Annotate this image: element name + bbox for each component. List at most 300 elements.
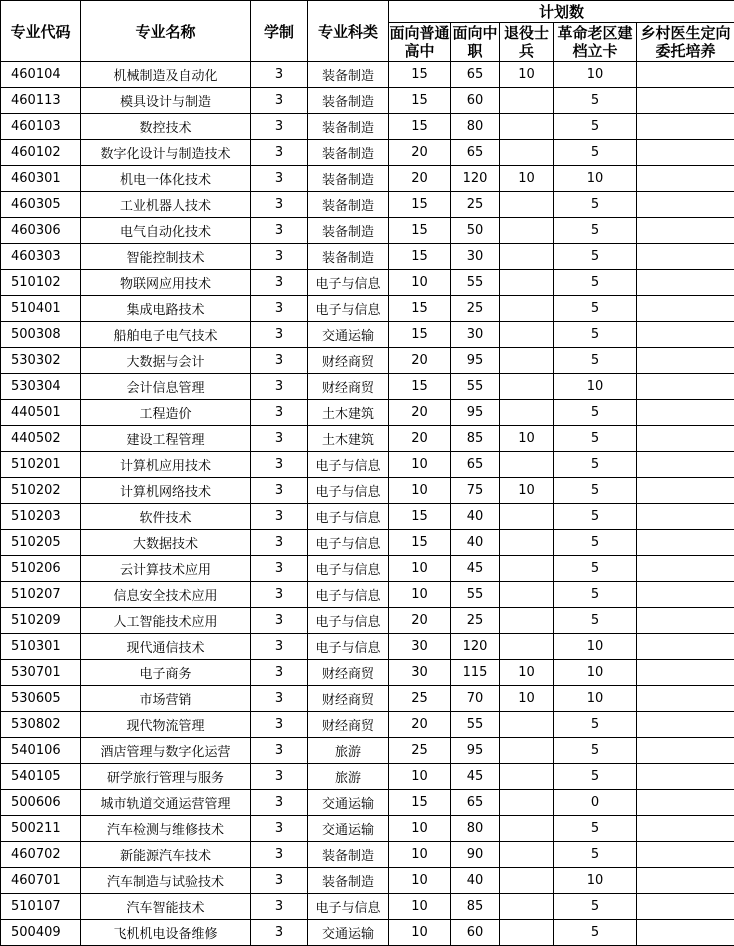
cell-veterans: 10 bbox=[500, 686, 554, 712]
cell-vocational: 60 bbox=[451, 88, 500, 114]
cell-category: 交通运输 bbox=[308, 816, 389, 842]
table-row bbox=[1, 894, 734, 920]
header-general-hs: 面向普通高中 bbox=[389, 23, 451, 62]
cell-vocational: 30 bbox=[451, 244, 500, 270]
cell-veterans bbox=[500, 634, 554, 660]
cell-general-hs: 15 bbox=[389, 62, 451, 88]
cell-veterans bbox=[500, 270, 554, 296]
cell-revolutionary-area: 5 bbox=[554, 712, 637, 738]
cell-rural-doctor bbox=[637, 894, 734, 920]
cell-code: 460702 bbox=[1, 842, 81, 868]
cell-duration: 3 bbox=[251, 556, 308, 582]
cell-rural-doctor bbox=[637, 114, 734, 140]
cell-name: 大数据与会计 bbox=[81, 348, 251, 374]
cell-veterans bbox=[500, 322, 554, 348]
cell-rural-doctor bbox=[637, 790, 734, 816]
header-revolutionary-area: 革命老区建档立卡 bbox=[554, 23, 637, 62]
cell-duration: 3 bbox=[251, 218, 308, 244]
table-row bbox=[1, 608, 734, 634]
table-row bbox=[1, 556, 734, 582]
cell-rural-doctor bbox=[637, 426, 734, 452]
cell-revolutionary-area: 5 bbox=[554, 608, 637, 634]
cell-vocational: 70 bbox=[451, 686, 500, 712]
cell-name: 研学旅行管理与服务 bbox=[81, 764, 251, 790]
cell-revolutionary-area: 5 bbox=[554, 764, 637, 790]
cell-name: 云计算技术应用 bbox=[81, 556, 251, 582]
table-row bbox=[1, 686, 734, 712]
cell-general-hs: 15 bbox=[389, 114, 451, 140]
cell-revolutionary-area: 5 bbox=[554, 478, 637, 504]
table-row bbox=[1, 400, 734, 426]
cell-revolutionary-area: 5 bbox=[554, 348, 637, 374]
table-row bbox=[1, 322, 734, 348]
cell-duration: 3 bbox=[251, 296, 308, 322]
cell-name: 汽车检测与维修技术 bbox=[81, 816, 251, 842]
cell-veterans bbox=[500, 712, 554, 738]
cell-general-hs: 15 bbox=[389, 374, 451, 400]
cell-general-hs: 15 bbox=[389, 218, 451, 244]
cell-category: 电子与信息 bbox=[308, 582, 389, 608]
cell-code: 500211 bbox=[1, 816, 81, 842]
cell-veterans bbox=[500, 920, 554, 946]
cell-code: 460303 bbox=[1, 244, 81, 270]
cell-vocational: 120 bbox=[451, 166, 500, 192]
cell-vocational: 55 bbox=[451, 712, 500, 738]
cell-revolutionary-area: 10 bbox=[554, 686, 637, 712]
cell-veterans bbox=[500, 556, 554, 582]
cell-revolutionary-area: 5 bbox=[554, 920, 637, 946]
cell-duration: 3 bbox=[251, 660, 308, 686]
cell-vocational: 45 bbox=[451, 764, 500, 790]
cell-revolutionary-area: 5 bbox=[554, 738, 637, 764]
cell-category: 交通运输 bbox=[308, 790, 389, 816]
cell-general-hs: 15 bbox=[389, 322, 451, 348]
cell-code: 500606 bbox=[1, 790, 81, 816]
cell-veterans bbox=[500, 582, 554, 608]
cell-name: 机械制造及自动化 bbox=[81, 62, 251, 88]
cell-rural-doctor bbox=[637, 738, 734, 764]
cell-general-hs: 10 bbox=[389, 452, 451, 478]
cell-revolutionary-area: 10 bbox=[554, 62, 637, 88]
table-row bbox=[1, 114, 734, 140]
cell-vocational: 55 bbox=[451, 582, 500, 608]
table-row bbox=[1, 88, 734, 114]
cell-general-hs: 10 bbox=[389, 920, 451, 946]
cell-general-hs: 20 bbox=[389, 140, 451, 166]
cell-name: 汽车智能技术 bbox=[81, 894, 251, 920]
cell-category: 电子与信息 bbox=[308, 634, 389, 660]
cell-vocational: 40 bbox=[451, 868, 500, 894]
cell-general-hs: 15 bbox=[389, 296, 451, 322]
cell-code: 460102 bbox=[1, 140, 81, 166]
cell-code: 460306 bbox=[1, 218, 81, 244]
cell-rural-doctor bbox=[637, 192, 734, 218]
cell-code: 530701 bbox=[1, 660, 81, 686]
cell-category: 装备制造 bbox=[308, 244, 389, 270]
cell-rural-doctor bbox=[637, 322, 734, 348]
cell-name: 酒店管理与数字化运营 bbox=[81, 738, 251, 764]
table-row bbox=[1, 816, 734, 842]
cell-code: 510202 bbox=[1, 478, 81, 504]
table-row bbox=[1, 296, 734, 322]
cell-general-hs: 15 bbox=[389, 192, 451, 218]
cell-category: 电子与信息 bbox=[308, 894, 389, 920]
cell-code: 510107 bbox=[1, 894, 81, 920]
cell-vocational: 30 bbox=[451, 322, 500, 348]
cell-veterans bbox=[500, 218, 554, 244]
cell-code: 510205 bbox=[1, 530, 81, 556]
cell-revolutionary-area: 5 bbox=[554, 504, 637, 530]
cell-duration: 3 bbox=[251, 894, 308, 920]
cell-code: 460301 bbox=[1, 166, 81, 192]
cell-general-hs: 20 bbox=[389, 400, 451, 426]
cell-veterans bbox=[500, 842, 554, 868]
cell-name: 数控技术 bbox=[81, 114, 251, 140]
cell-code: 530304 bbox=[1, 374, 81, 400]
cell-duration: 3 bbox=[251, 920, 308, 946]
cell-rural-doctor bbox=[637, 218, 734, 244]
cell-vocational: 90 bbox=[451, 842, 500, 868]
cell-code: 540106 bbox=[1, 738, 81, 764]
cell-veterans bbox=[500, 816, 554, 842]
cell-revolutionary-area: 5 bbox=[554, 452, 637, 478]
header-duration: 学制 bbox=[251, 1, 308, 62]
header-name: 专业名称 bbox=[81, 1, 251, 62]
cell-rural-doctor bbox=[637, 400, 734, 426]
cell-vocational: 55 bbox=[451, 270, 500, 296]
cell-rural-doctor bbox=[637, 660, 734, 686]
cell-rural-doctor bbox=[637, 296, 734, 322]
table-row bbox=[1, 192, 734, 218]
cell-revolutionary-area: 5 bbox=[554, 426, 637, 452]
cell-category: 装备制造 bbox=[308, 62, 389, 88]
cell-vocational: 115 bbox=[451, 660, 500, 686]
cell-rural-doctor bbox=[637, 686, 734, 712]
cell-duration: 3 bbox=[251, 62, 308, 88]
cell-duration: 3 bbox=[251, 764, 308, 790]
cell-vocational: 40 bbox=[451, 504, 500, 530]
cell-duration: 3 bbox=[251, 426, 308, 452]
table-row bbox=[1, 920, 734, 946]
cell-category: 装备制造 bbox=[308, 218, 389, 244]
cell-general-hs: 30 bbox=[389, 634, 451, 660]
cell-revolutionary-area: 5 bbox=[554, 218, 637, 244]
cell-code: 510203 bbox=[1, 504, 81, 530]
cell-name: 大数据技术 bbox=[81, 530, 251, 556]
cell-duration: 3 bbox=[251, 738, 308, 764]
cell-duration: 3 bbox=[251, 816, 308, 842]
cell-revolutionary-area: 10 bbox=[554, 166, 637, 192]
cell-rural-doctor bbox=[637, 504, 734, 530]
cell-name: 计算机应用技术 bbox=[81, 452, 251, 478]
cell-rural-doctor bbox=[637, 556, 734, 582]
cell-veterans: 10 bbox=[500, 166, 554, 192]
cell-rural-doctor bbox=[637, 88, 734, 114]
cell-general-hs: 10 bbox=[389, 764, 451, 790]
cell-rural-doctor bbox=[637, 140, 734, 166]
cell-name: 工程造价 bbox=[81, 400, 251, 426]
cell-general-hs: 25 bbox=[389, 686, 451, 712]
cell-veterans bbox=[500, 244, 554, 270]
table-row bbox=[1, 374, 734, 400]
cell-name: 计算机网络技术 bbox=[81, 478, 251, 504]
cell-vocational: 45 bbox=[451, 556, 500, 582]
cell-revolutionary-area: 5 bbox=[554, 140, 637, 166]
cell-revolutionary-area: 10 bbox=[554, 868, 637, 894]
cell-rural-doctor bbox=[637, 270, 734, 296]
cell-veterans bbox=[500, 348, 554, 374]
cell-category: 交通运输 bbox=[308, 920, 389, 946]
cell-vocational: 95 bbox=[451, 738, 500, 764]
cell-category: 电子与信息 bbox=[308, 556, 389, 582]
table-row bbox=[1, 634, 734, 660]
table-row bbox=[1, 452, 734, 478]
cell-general-hs: 30 bbox=[389, 660, 451, 686]
cell-code: 530802 bbox=[1, 712, 81, 738]
cell-name: 信息安全技术应用 bbox=[81, 582, 251, 608]
cell-general-hs: 15 bbox=[389, 790, 451, 816]
cell-rural-doctor bbox=[637, 608, 734, 634]
cell-duration: 3 bbox=[251, 88, 308, 114]
cell-revolutionary-area: 5 bbox=[554, 556, 637, 582]
cell-revolutionary-area: 5 bbox=[554, 244, 637, 270]
table-row bbox=[1, 712, 734, 738]
cell-veterans: 10 bbox=[500, 426, 554, 452]
cell-revolutionary-area: 0 bbox=[554, 790, 637, 816]
header-rural-doctor: 乡村医生定向委托培养 bbox=[637, 23, 734, 62]
cell-general-hs: 10 bbox=[389, 842, 451, 868]
cell-code: 500308 bbox=[1, 322, 81, 348]
table-row bbox=[1, 504, 734, 530]
cell-name: 船舶电子电气技术 bbox=[81, 322, 251, 348]
cell-duration: 3 bbox=[251, 374, 308, 400]
cell-vocational: 25 bbox=[451, 192, 500, 218]
cell-name: 现代通信技术 bbox=[81, 634, 251, 660]
cell-veterans bbox=[500, 452, 554, 478]
cell-rural-doctor bbox=[637, 842, 734, 868]
cell-revolutionary-area: 5 bbox=[554, 582, 637, 608]
cell-rural-doctor bbox=[637, 530, 734, 556]
cell-veterans bbox=[500, 140, 554, 166]
cell-revolutionary-area: 5 bbox=[554, 842, 637, 868]
cell-general-hs: 15 bbox=[389, 530, 451, 556]
cell-rural-doctor bbox=[637, 634, 734, 660]
cell-name: 软件技术 bbox=[81, 504, 251, 530]
cell-vocational: 120 bbox=[451, 634, 500, 660]
cell-category: 装备制造 bbox=[308, 192, 389, 218]
table-row bbox=[1, 140, 734, 166]
cell-general-hs: 10 bbox=[389, 478, 451, 504]
cell-vocational: 40 bbox=[451, 530, 500, 556]
cell-vocational: 65 bbox=[451, 62, 500, 88]
cell-revolutionary-area: 5 bbox=[554, 530, 637, 556]
cell-general-hs: 15 bbox=[389, 504, 451, 530]
cell-general-hs: 10 bbox=[389, 816, 451, 842]
cell-vocational: 25 bbox=[451, 296, 500, 322]
cell-vocational: 25 bbox=[451, 608, 500, 634]
cell-rural-doctor bbox=[637, 868, 734, 894]
cell-revolutionary-area: 5 bbox=[554, 114, 637, 140]
cell-general-hs: 20 bbox=[389, 426, 451, 452]
table-row bbox=[1, 764, 734, 790]
cell-code: 460701 bbox=[1, 868, 81, 894]
cell-rural-doctor bbox=[637, 920, 734, 946]
cell-vocational: 60 bbox=[451, 920, 500, 946]
cell-general-hs: 10 bbox=[389, 894, 451, 920]
cell-name: 集成电路技术 bbox=[81, 296, 251, 322]
cell-revolutionary-area: 5 bbox=[554, 192, 637, 218]
cell-general-hs: 20 bbox=[389, 712, 451, 738]
cell-category: 电子与信息 bbox=[308, 608, 389, 634]
cell-duration: 3 bbox=[251, 192, 308, 218]
table-row bbox=[1, 62, 734, 88]
cell-rural-doctor bbox=[637, 582, 734, 608]
header-category: 专业科类 bbox=[308, 1, 389, 62]
cell-duration: 3 bbox=[251, 582, 308, 608]
cell-name: 机电一体化技术 bbox=[81, 166, 251, 192]
cell-veterans: 10 bbox=[500, 478, 554, 504]
table-row bbox=[1, 582, 734, 608]
cell-category: 土木建筑 bbox=[308, 400, 389, 426]
cell-veterans bbox=[500, 530, 554, 556]
cell-revolutionary-area: 5 bbox=[554, 816, 637, 842]
cell-name: 市场营销 bbox=[81, 686, 251, 712]
cell-veterans bbox=[500, 790, 554, 816]
table-row bbox=[1, 530, 734, 556]
cell-category: 装备制造 bbox=[308, 842, 389, 868]
cell-duration: 3 bbox=[251, 868, 308, 894]
cell-code: 460103 bbox=[1, 114, 81, 140]
cell-name: 现代物流管理 bbox=[81, 712, 251, 738]
cell-rural-doctor bbox=[637, 452, 734, 478]
cell-duration: 3 bbox=[251, 634, 308, 660]
cell-rural-doctor bbox=[637, 764, 734, 790]
cell-category: 旅游 bbox=[308, 738, 389, 764]
cell-name: 电子商务 bbox=[81, 660, 251, 686]
cell-rural-doctor bbox=[637, 816, 734, 842]
table-body bbox=[1, 62, 734, 946]
table-row bbox=[1, 842, 734, 868]
cell-code: 460104 bbox=[1, 62, 81, 88]
cell-rural-doctor bbox=[637, 166, 734, 192]
cell-general-hs: 20 bbox=[389, 608, 451, 634]
cell-revolutionary-area: 5 bbox=[554, 322, 637, 348]
cell-rural-doctor bbox=[637, 374, 734, 400]
cell-rural-doctor bbox=[637, 62, 734, 88]
cell-general-hs: 15 bbox=[389, 88, 451, 114]
cell-code: 510102 bbox=[1, 270, 81, 296]
cell-code: 540105 bbox=[1, 764, 81, 790]
cell-rural-doctor bbox=[637, 244, 734, 270]
table-row bbox=[1, 348, 734, 374]
cell-vocational: 95 bbox=[451, 348, 500, 374]
cell-name: 物联网应用技术 bbox=[81, 270, 251, 296]
cell-vocational: 95 bbox=[451, 400, 500, 426]
cell-code: 460305 bbox=[1, 192, 81, 218]
cell-name: 人工智能技术应用 bbox=[81, 608, 251, 634]
cell-category: 装备制造 bbox=[308, 166, 389, 192]
cell-category: 财经商贸 bbox=[308, 686, 389, 712]
cell-veterans bbox=[500, 114, 554, 140]
cell-rural-doctor bbox=[637, 478, 734, 504]
cell-general-hs: 25 bbox=[389, 738, 451, 764]
cell-duration: 3 bbox=[251, 270, 308, 296]
cell-vocational: 80 bbox=[451, 114, 500, 140]
cell-vocational: 65 bbox=[451, 790, 500, 816]
cell-veterans bbox=[500, 738, 554, 764]
cell-code: 510201 bbox=[1, 452, 81, 478]
cell-general-hs: 20 bbox=[389, 166, 451, 192]
cell-code: 510401 bbox=[1, 296, 81, 322]
cell-duration: 3 bbox=[251, 140, 308, 166]
cell-general-hs: 10 bbox=[389, 582, 451, 608]
cell-veterans: 10 bbox=[500, 660, 554, 686]
cell-code: 500409 bbox=[1, 920, 81, 946]
cell-duration: 3 bbox=[251, 842, 308, 868]
cell-general-hs: 10 bbox=[389, 868, 451, 894]
cell-revolutionary-area: 5 bbox=[554, 88, 637, 114]
cell-duration: 3 bbox=[251, 114, 308, 140]
cell-revolutionary-area: 10 bbox=[554, 374, 637, 400]
cell-duration: 3 bbox=[251, 166, 308, 192]
cell-vocational: 65 bbox=[451, 140, 500, 166]
cell-general-hs: 10 bbox=[389, 270, 451, 296]
cell-veterans: 10 bbox=[500, 62, 554, 88]
cell-category: 装备制造 bbox=[308, 140, 389, 166]
cell-general-hs: 20 bbox=[389, 348, 451, 374]
cell-name: 模具设计与制造 bbox=[81, 88, 251, 114]
cell-revolutionary-area: 10 bbox=[554, 660, 637, 686]
cell-general-hs: 10 bbox=[389, 556, 451, 582]
cell-code: 510206 bbox=[1, 556, 81, 582]
cell-veterans bbox=[500, 764, 554, 790]
cell-category: 电子与信息 bbox=[308, 270, 389, 296]
cell-code: 510209 bbox=[1, 608, 81, 634]
cell-revolutionary-area: 5 bbox=[554, 270, 637, 296]
cell-code: 460113 bbox=[1, 88, 81, 114]
cell-veterans bbox=[500, 192, 554, 218]
cell-category: 土木建筑 bbox=[308, 426, 389, 452]
cell-category: 装备制造 bbox=[308, 868, 389, 894]
cell-veterans bbox=[500, 296, 554, 322]
header-vocational: 面向中职 bbox=[451, 23, 500, 62]
cell-duration: 3 bbox=[251, 348, 308, 374]
table-row bbox=[1, 660, 734, 686]
cell-general-hs: 15 bbox=[389, 244, 451, 270]
cell-name: 飞机机电设备维修 bbox=[81, 920, 251, 946]
cell-name: 数字化设计与制造技术 bbox=[81, 140, 251, 166]
cell-veterans bbox=[500, 400, 554, 426]
cell-category: 交通运输 bbox=[308, 322, 389, 348]
table-row bbox=[1, 426, 734, 452]
table-row bbox=[1, 244, 734, 270]
cell-vocational: 85 bbox=[451, 894, 500, 920]
cell-code: 530605 bbox=[1, 686, 81, 712]
cell-revolutionary-area: 10 bbox=[554, 634, 637, 660]
header-veterans: 退役士兵 bbox=[500, 23, 554, 62]
cell-revolutionary-area: 5 bbox=[554, 400, 637, 426]
cell-category: 电子与信息 bbox=[308, 296, 389, 322]
cell-code: 440502 bbox=[1, 426, 81, 452]
cell-veterans bbox=[500, 88, 554, 114]
table-row bbox=[1, 478, 734, 504]
cell-duration: 3 bbox=[251, 478, 308, 504]
header-plan: 计划数 bbox=[389, 1, 734, 23]
cell-duration: 3 bbox=[251, 530, 308, 556]
cell-rural-doctor bbox=[637, 348, 734, 374]
cell-code: 510207 bbox=[1, 582, 81, 608]
table-header bbox=[1, 1, 734, 62]
